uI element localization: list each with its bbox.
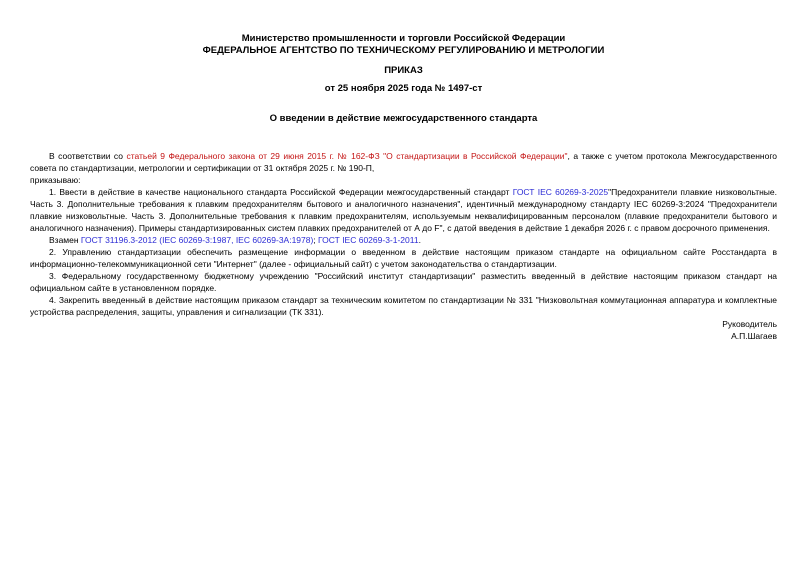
ministry-line: Министерство промышленности и торговли Российской Федерации xyxy=(241,33,566,44)
text-run: ; xyxy=(313,235,319,245)
agency-line: ФЕДЕРАЛЬНОЕ АГЕНТСТВО ПО ТЕХНИЧЕСКОМУ РЕГУЛИРОВАНИЮ И МЕТРОЛОГИИ xyxy=(202,45,605,56)
paragraph-intro xyxy=(30,150,777,174)
paragraph-item-2 xyxy=(30,246,777,270)
text-run: Взамен xyxy=(49,235,81,245)
document-header xyxy=(30,33,777,125)
text-run: 3. Федеральному государственному бюджетному учреждению "Российский институт стандартизации" разместить введенный в действие настоящим приказом стандарт на официальном сайте в установленном порядке. xyxy=(30,271,777,293)
document-title: О введении в действие межгосударственного стандарта xyxy=(269,113,538,124)
signature-name: А.П.Шагаев xyxy=(731,331,777,341)
paragraph-item-1 xyxy=(30,186,777,234)
paragraph-prikazyvayu xyxy=(30,174,777,186)
text-run: приказываю: xyxy=(30,175,81,185)
paragraph-vzamen xyxy=(30,234,777,246)
paragraph-item-4 xyxy=(30,294,777,318)
text-run: 4. Закрепить введенный в действие настоящим приказом стандарт за техническим комитетом по стандартизации № 331 "Низковольтная коммутационная аппаратура и комплектные устройства распределения, защиты, управления и сигнализации (ТК 331). xyxy=(30,295,777,317)
document-body xyxy=(30,150,777,318)
doc-link[interactable]: ГОСТ 31196.3-2012 (IEC 60269-3:1987, IEC 60269-3А:1978) xyxy=(80,235,314,245)
document-date-number: от 25 ноября 2025 года № 1497-ст xyxy=(324,83,483,94)
doc-link[interactable]: ГОСТ IEC 60269-3-2025 xyxy=(512,187,609,197)
signature-position: Руководитель xyxy=(722,319,777,329)
signature-block xyxy=(30,318,777,342)
document-type: ПРИКАЗ xyxy=(384,65,423,76)
doc-link[interactable]: ГОСТ IEC 60269-3-1-2011 xyxy=(318,235,419,245)
text-run: В соответствии со xyxy=(49,151,127,161)
text-run: 2. Управлению стандартизации обеспечить размещение информации о введенном в действие настоящим приказом стандарте на официальном сайте Росстандарта в информационно-телекоммуникационной сети "Интернет" (далее - официальный сайт) с учетом законодательства о стандартизации. xyxy=(30,247,777,269)
text-run: . xyxy=(418,235,421,245)
paragraph-item-3 xyxy=(30,270,777,294)
text-run: 1. Ввести в действие в качестве национального стандарта Российской Федерации межгосударственный стандарт xyxy=(49,187,513,197)
doc-link[interactable]: статьей 9 Федерального закона от 29 июня 2015 г. № 162-ФЗ "О стандартизации в Российской Федерации" xyxy=(126,151,568,161)
text-run: , а также с учетом протокола Межгосударственного совета по стандартизации, метрологии и сертификации от 31 октября 2025 г. № 190-П, xyxy=(30,151,777,173)
text-run: "Предохранители плавкие низковольтные. Часть 3. Дополнительные требования к плавким предохранителям бытового и аналогичного назначения", идентичный международному стандарту IEC 60269-3:2024 "Предохранители плавкие низковольтные. Часть 3. Дополнительные требования к плавким предохранителям, используемым неквалифицированным персоналом (плавкие предохранители бытового и аналогичного назначения). Примеры стандартизированных систем плавких предохранителей от А до F", с датой введения в действие 1 декабря 2026 г. с правом досрочного применения. xyxy=(30,187,777,233)
